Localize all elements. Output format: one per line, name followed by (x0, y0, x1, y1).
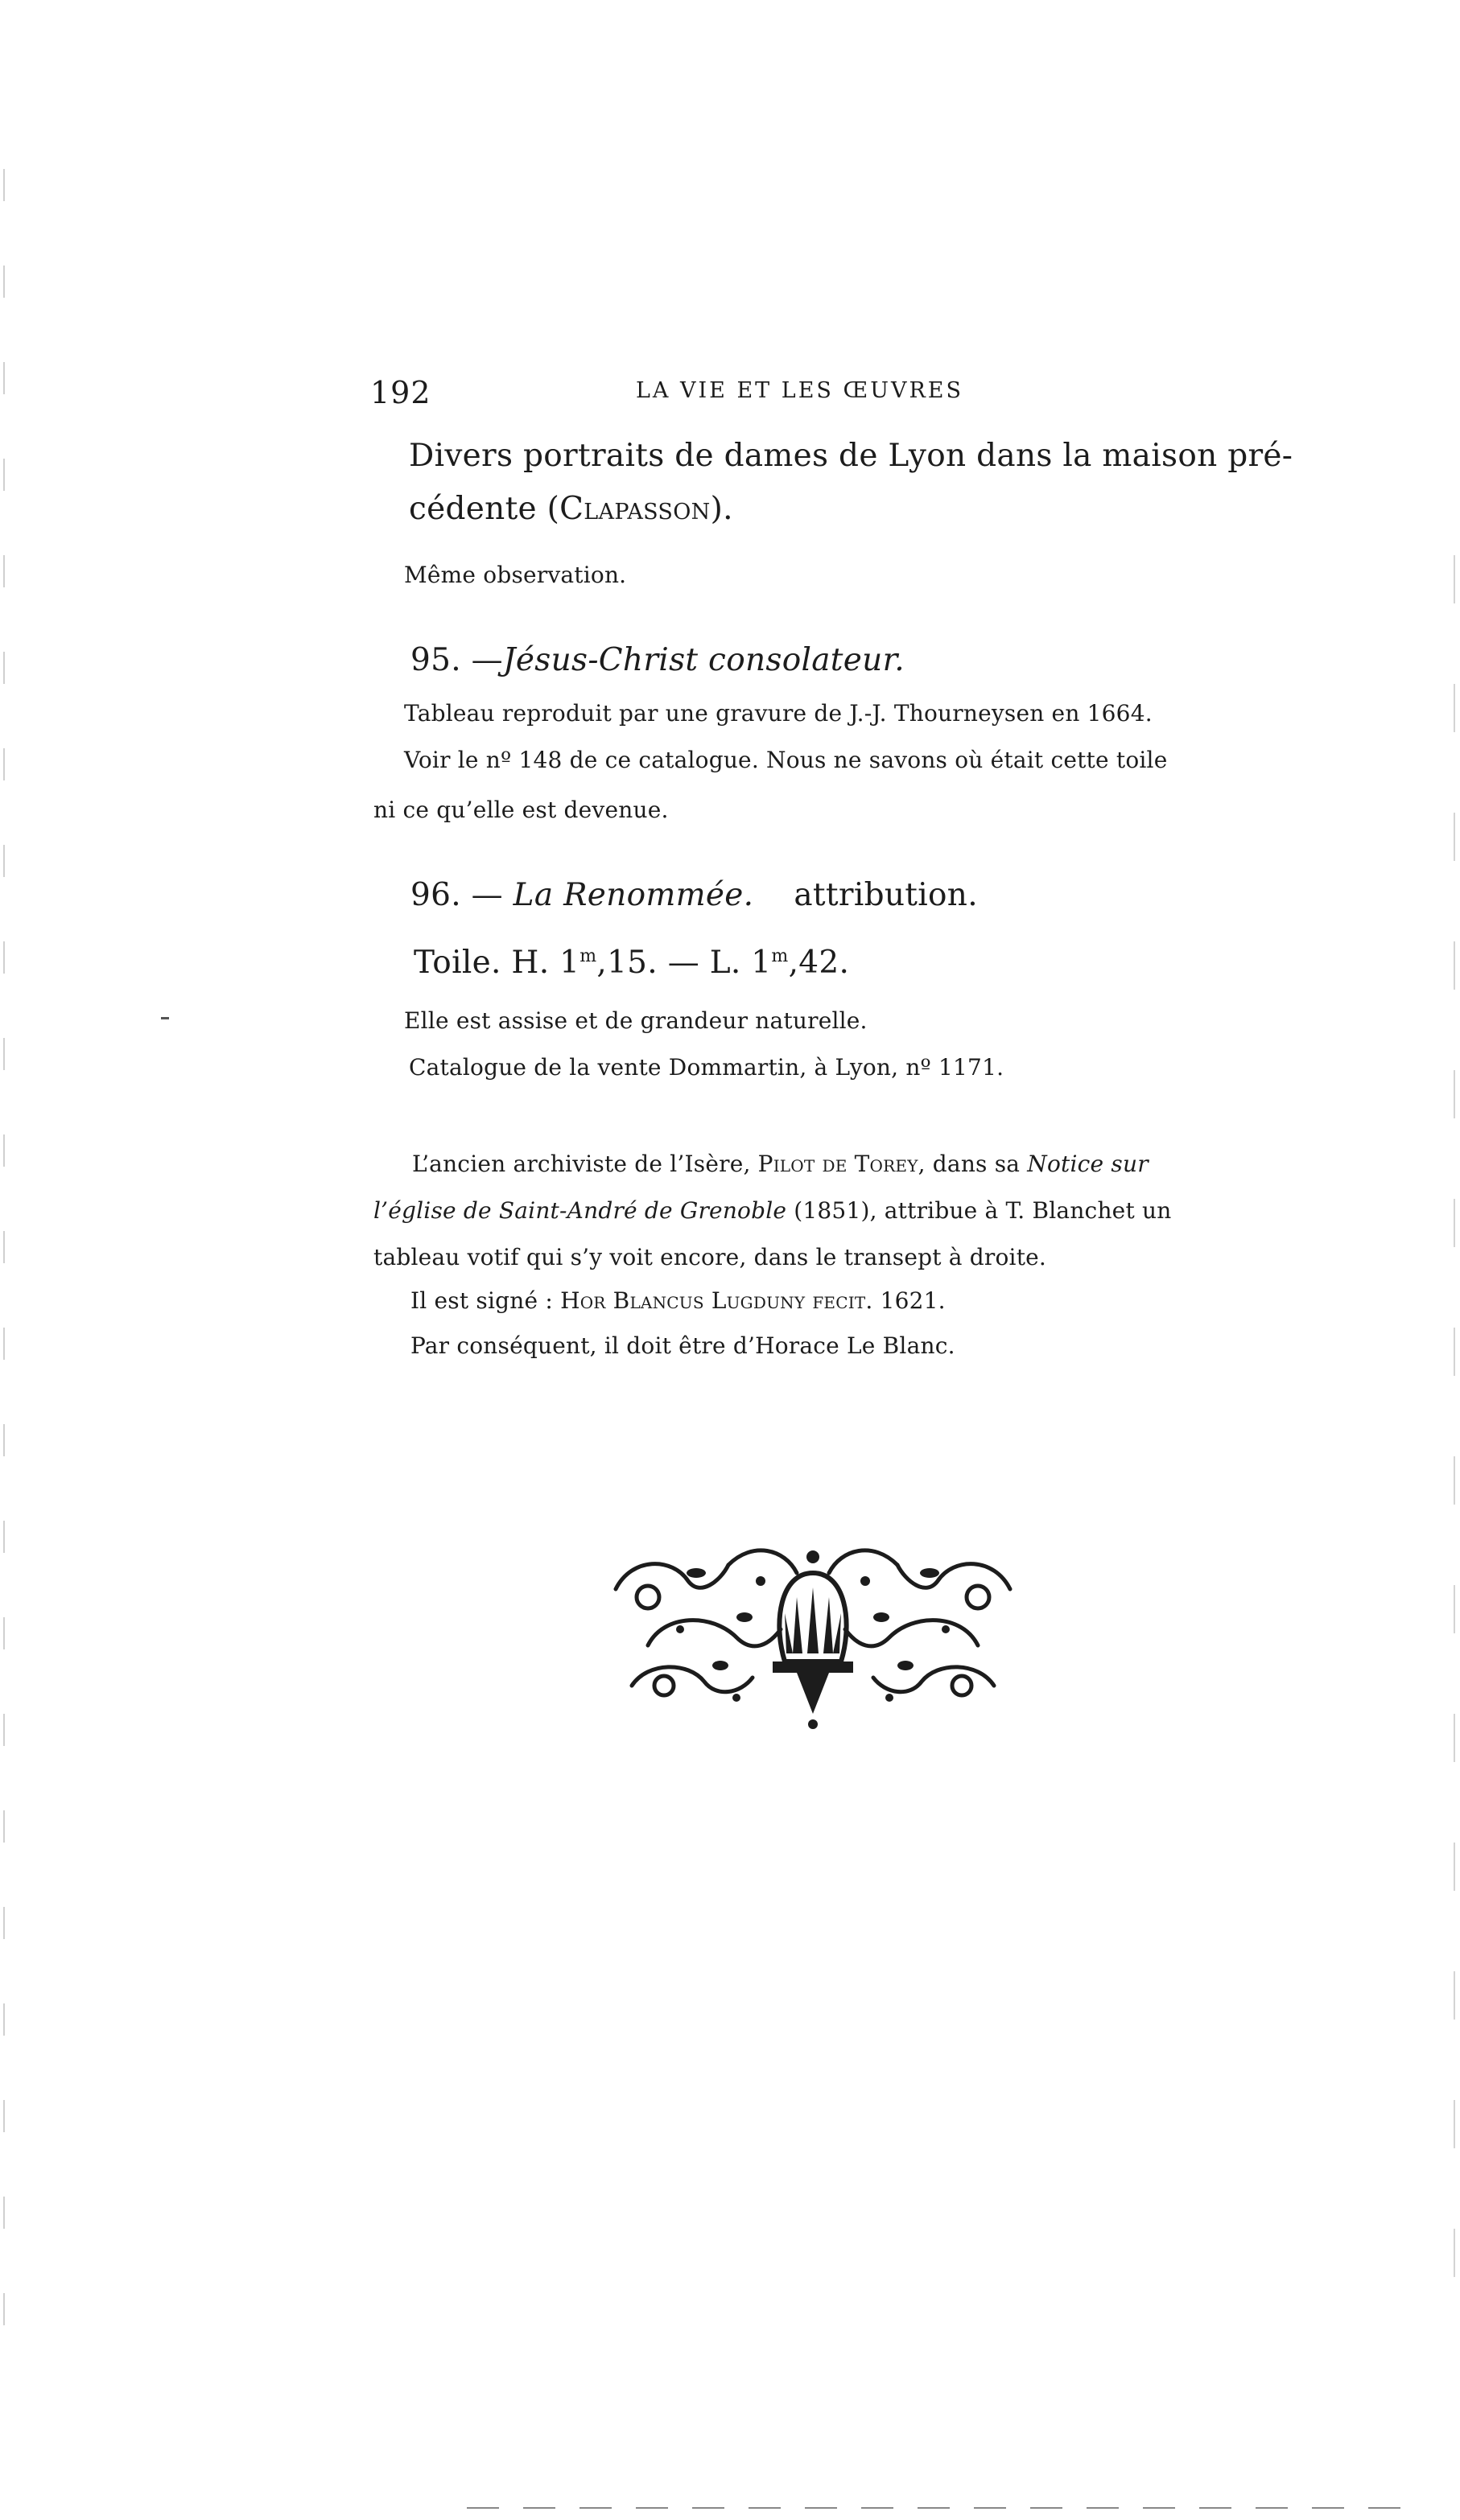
portraits-note: Même observation. (404, 562, 627, 588)
text-span: Il est signé : (410, 1287, 561, 1314)
entry-95-number: 95. (410, 642, 461, 678)
portraits-line-2 (409, 491, 733, 527)
text-span: Toile. H. 1 (414, 945, 580, 981)
author-name-smallcaps: Pilot de Torey (757, 1151, 918, 1177)
owner-name-smallcaps: Clapasson (559, 491, 711, 527)
signature-smallcaps: Hor Blancus Lugduny fecit (560, 1287, 866, 1314)
portraits-line-1: Divers portraits de dames de Lyon dans la maison pré- (409, 438, 1293, 474)
page-number: 192 (370, 375, 431, 410)
text-span: , dans sa (918, 1151, 1028, 1177)
text-span: (1851), attribue à T. Blanchet un (786, 1197, 1172, 1224)
text-span: . 1621. (865, 1287, 946, 1314)
closing-line-4 (410, 1287, 946, 1314)
entry-95-line-2: Voir le nº 148 de ce catalogue. Nous ne savons où était cette toile (404, 747, 1168, 773)
text-span: ,15. — L. 1 (596, 945, 772, 981)
unit-superscript: m (771, 946, 789, 966)
text-span: L’ancien archiviste de l’Isère, (412, 1151, 758, 1177)
entry-96-number: 96. (410, 877, 461, 913)
text-span: ,42. (788, 945, 850, 981)
closing-line-1 (412, 1151, 1149, 1177)
entry-95-title: Jésus-Christ consolateur. (502, 642, 905, 678)
unit-superscript: m (579, 946, 597, 966)
entry-96-heading (410, 877, 978, 913)
entry-96-line-2: Catalogue de la vente Dommartin, à Lyon, nº 1171. (409, 1054, 1004, 1081)
entry-96-dash: — (471, 877, 503, 913)
entry-95-dash: — (471, 642, 503, 678)
entry-96-dimensions (414, 945, 849, 981)
entry-95-line-1: Tableau reproduit par une gravure de J.-J. Thourneysen en 1664. (404, 700, 1153, 727)
closing-line-3: tableau votif qui s’y voit encore, dans le transept à droite. (373, 1244, 1047, 1270)
scan-edge-bottom (467, 2507, 1417, 2509)
text-span: ). (710, 491, 733, 527)
book-title-italic: l’église de Saint-André de Grenoble (373, 1197, 787, 1224)
entry-96-line-1: Elle est assise et de grandeur naturelle. (404, 1007, 868, 1034)
entry-95-heading (410, 642, 905, 678)
running-title: LA VIE ET LES ŒUVRES (636, 378, 963, 403)
closing-line-2 (373, 1197, 1171, 1224)
book-title-italic: Notice sur (1027, 1151, 1149, 1177)
closing-line-5: Par conséquent, il doit être d’Horace Le Blanc. (410, 1332, 955, 1359)
stray-ink-mark (161, 1017, 169, 1019)
entry-96-title: La Renommée. (513, 877, 754, 913)
entry-96-attribution: attribution. (794, 877, 978, 913)
scan-edge-right (1454, 555, 1455, 2325)
scan-edge-left (3, 169, 5, 2341)
text-span: cédente ( (409, 491, 560, 527)
entry-95-line-3: ni ce qu’elle est devenue. (373, 797, 669, 823)
fleuron-tailpiece-icon (600, 1525, 1026, 1734)
